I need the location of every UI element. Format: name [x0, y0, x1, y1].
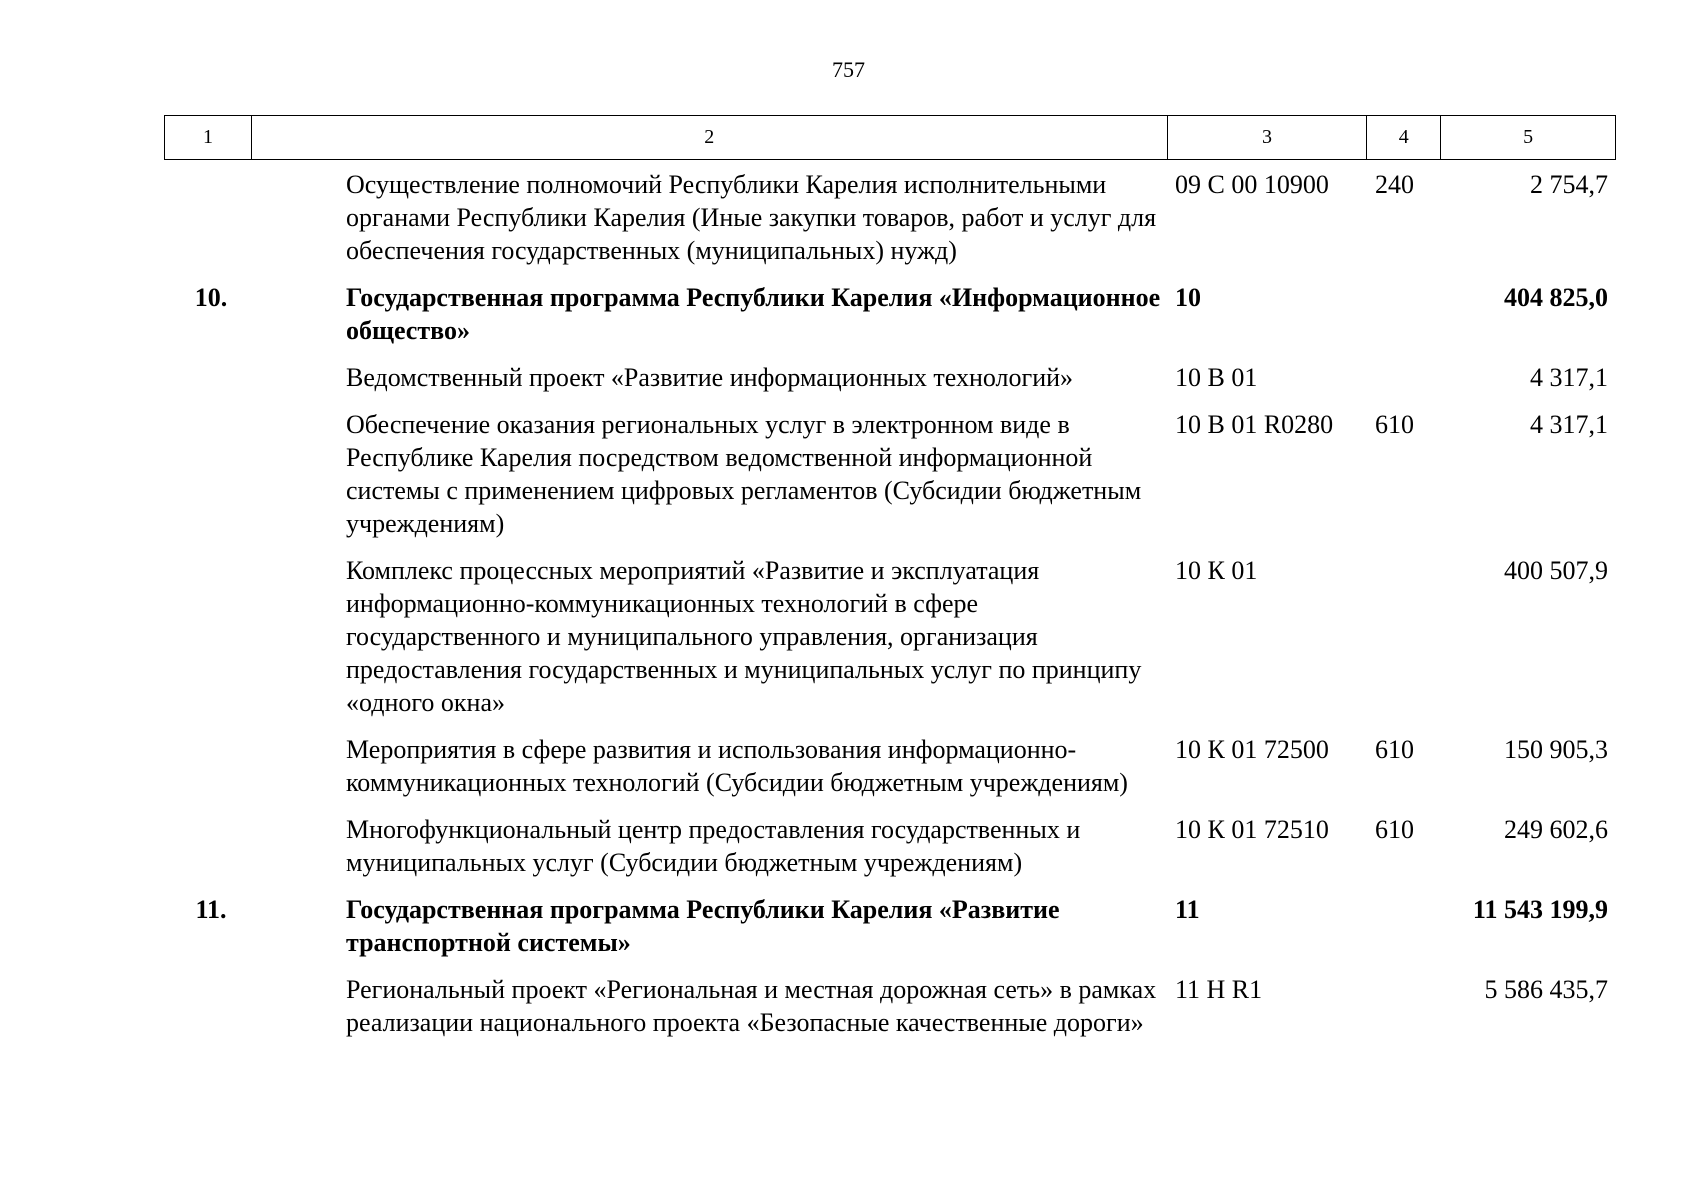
- header-col-4: 4: [1366, 116, 1440, 159]
- row-code: 10 К 01 72500: [1175, 735, 1329, 764]
- row-number: [164, 973, 250, 1039]
- row-name: Государственная программа Республики Карелия «Информационное общество»: [346, 283, 1161, 345]
- table-row: [164, 813, 1616, 879]
- row-type: 610: [1375, 815, 1414, 844]
- row-number: [164, 733, 250, 799]
- header-col-1: 1: [202, 126, 213, 148]
- row-code: 10: [1175, 283, 1201, 312]
- row-name: Региональный проект «Региональная и местная дорожная сеть» в рамках реализации национального проекта «Безопасные качественные дороги»: [346, 975, 1157, 1037]
- row-code: 10 К 01 72510: [1175, 815, 1329, 844]
- table-row: [164, 408, 1616, 540]
- table-header: [164, 115, 1616, 160]
- row-amount: 2 754,7: [1530, 170, 1608, 199]
- table-row: [164, 733, 1616, 799]
- row-type: [1367, 281, 1441, 347]
- row-name: Многофункциональный центр предоставления государственных и муниципальных услуг (Субсидии бюджетным учреждениям): [346, 815, 1081, 877]
- row-type: [1367, 554, 1441, 719]
- row-amount: 5 586 435,7: [1484, 975, 1608, 1004]
- row-number: [164, 408, 250, 540]
- row-type: 610: [1375, 410, 1414, 439]
- row-name: Мероприятия в сфере развития и использования информационно-коммуникационных технологий (Субсидии бюджетным учреждениям): [346, 735, 1128, 797]
- row-amount: 11 543 199,9: [1472, 895, 1608, 924]
- row-name: Государственная программа Республики Карелия «Развитие транспортной системы»: [346, 895, 1060, 957]
- header-col-2: 2: [251, 116, 1167, 159]
- header-col-5: 5: [1440, 116, 1615, 159]
- table-row: [164, 973, 1616, 1039]
- table-row: [164, 554, 1616, 719]
- row-amount: 400 507,9: [1504, 556, 1608, 585]
- row-code: 10 В 01 R0280: [1175, 410, 1334, 439]
- row-number: 11.: [195, 895, 227, 924]
- table-row: [164, 281, 1616, 347]
- row-code: 10 К 01: [1175, 556, 1258, 585]
- row-type: [1367, 973, 1441, 1039]
- page-number: 757: [832, 57, 865, 82]
- table-row: [164, 168, 1616, 267]
- row-code: 10 В 01: [1175, 363, 1258, 392]
- row-number: [164, 168, 250, 267]
- row-name: Осуществление полномочий Республики Карелия исполнительными органами Республики Карелия (Иные закупки товаров, работ и услуг для обеспечения государственных (муниципальных) нужд): [346, 170, 1157, 265]
- row-name: Комплекс процессных мероприятий «Развитие и эксплуатация информационно-коммуникационных технологий в сфере государственного и муниципального управления, организация предоставления государственных и муниципальных услуг по принципу «одного окна»: [346, 556, 1142, 717]
- row-type: 240: [1375, 170, 1414, 199]
- row-amount: 4 317,1: [1530, 363, 1608, 392]
- row-amount: 249 602,6: [1504, 815, 1608, 844]
- row-name: Ведомственный проект «Развитие информационных технологий»: [346, 363, 1074, 392]
- row-type: 610: [1375, 735, 1414, 764]
- table-row: [164, 361, 1616, 394]
- row-type: [1367, 361, 1441, 394]
- table-body: [164, 168, 1616, 1039]
- row-name: Обеспечение оказания региональных услуг в электронном виде в Республике Карелия посредством ведомственной информационной системы с применением цифровых регламентов (Субсидии бюджетным учреждениям): [346, 410, 1142, 538]
- row-code: 09 С 00 10900: [1175, 170, 1329, 199]
- row-type: [1367, 893, 1441, 959]
- row-amount: 404 825,0: [1504, 283, 1608, 312]
- header-col-3: 3: [1167, 116, 1367, 159]
- row-code: 11: [1175, 895, 1200, 924]
- row-number: [164, 554, 250, 719]
- row-code: 11 Н R1: [1175, 975, 1263, 1004]
- row-number: [164, 813, 250, 879]
- row-amount: 150 905,3: [1504, 735, 1608, 764]
- table-row: [164, 893, 1616, 959]
- row-number: 10.: [194, 283, 228, 312]
- row-amount: 4 317,1: [1530, 410, 1608, 439]
- row-number: [164, 361, 250, 394]
